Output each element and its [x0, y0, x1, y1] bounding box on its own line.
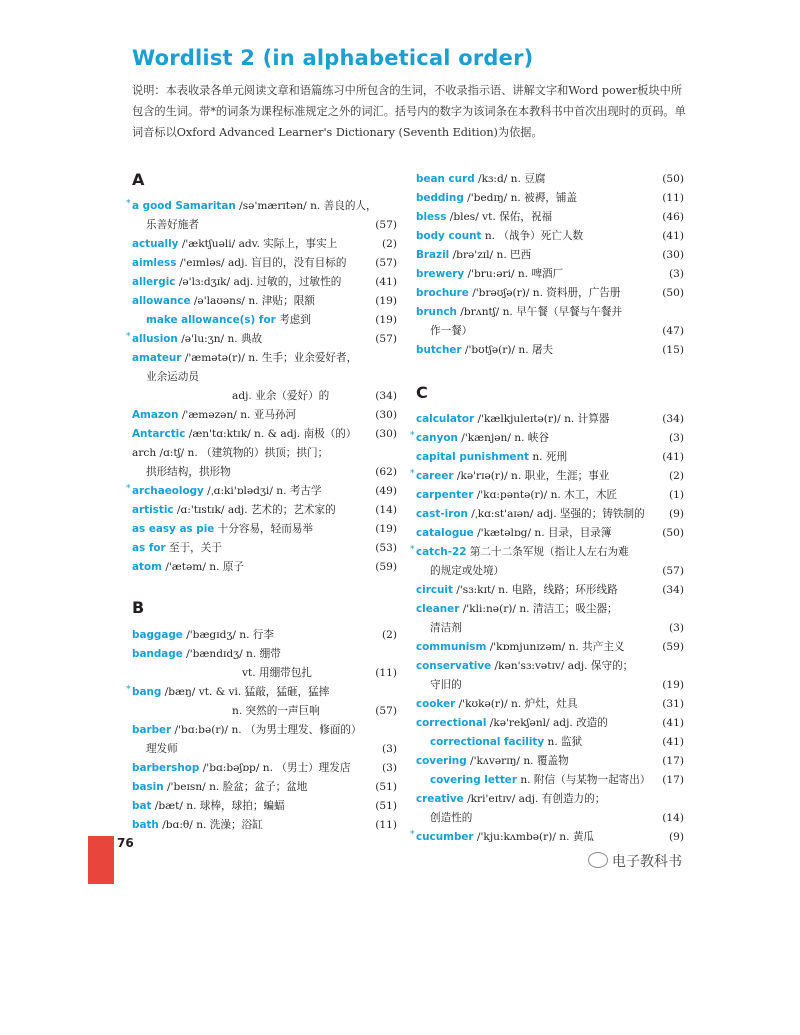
outside-syllabus-marker: * [126, 332, 131, 342]
entry-definition: adj. 业余（爱好）的 [232, 390, 330, 402]
headword: butcher [416, 344, 462, 356]
first-page-reference: (3) [668, 432, 684, 444]
first-page-reference: (51) [375, 781, 397, 793]
first-page-reference: (34) [662, 413, 684, 425]
wordlist-entry [416, 581, 684, 600]
entry-definition: /'ætəm/ n. 原子 [161, 561, 245, 573]
first-page-reference: (30) [662, 249, 684, 261]
outside-syllabus-marker: * [126, 199, 131, 209]
entry-definition: n. 死刑 [528, 451, 568, 463]
entry-definition: 十分容易，轻而易举 [214, 523, 314, 535]
entry-definition: n. （战争）死亡人数 [481, 230, 584, 242]
entry-definition: n. 突然的一声巨响 [232, 705, 320, 717]
headword: aimless [132, 257, 177, 269]
first-page-reference: (2) [668, 470, 684, 482]
headword: Antarctic [132, 428, 186, 440]
first-page-reference: (41) [375, 276, 397, 288]
headword: correctional facility [430, 736, 545, 748]
entry-definition: /'kælkjuleɪtə(r)/ n. 计算器 [474, 413, 610, 425]
headword: bandage [132, 648, 183, 660]
headword: baggage [132, 629, 183, 641]
entry-definition: /'bɑ:bəʃɒp/ n. （男士）理发店 [199, 762, 351, 774]
wordlist-entry [416, 771, 684, 790]
entry-definition: 至于，关于 [165, 542, 222, 554]
first-page-reference: (41) [662, 717, 684, 729]
entry-definition: 乐善好施者 [146, 219, 199, 231]
entry-definition: /'bru:əri/ n. 啤酒厂 [464, 268, 564, 280]
wordlist-entry [416, 322, 684, 341]
headword: bless [416, 211, 447, 223]
entry-definition: /'kænjən/ n. 峡谷 [457, 432, 549, 444]
first-page-reference: (57) [375, 219, 397, 231]
first-page-reference: (3) [381, 743, 397, 755]
headword: brochure [416, 287, 469, 299]
wordlist-entry [410, 467, 684, 486]
entry-definition: /bles/ vt. 保佑，祝福 [446, 211, 553, 223]
entry-definition: /kri'eɪtɪv/ adj. 有创造力的； [463, 793, 606, 805]
entry-definition: /'kɒmjunɪzəm/ n. 共产主义 [486, 641, 625, 653]
wordlist-entry [132, 216, 397, 235]
wordlist-entry [132, 702, 397, 721]
wordlist-entry [410, 828, 684, 847]
wordlist-entry [132, 406, 397, 425]
entry-definition: 业余运动员 [146, 371, 199, 383]
first-page-reference: (2) [381, 629, 397, 641]
entry-definition: /bɑ:θ/ n. 洗澡；浴缸 [158, 819, 263, 831]
headword: bean curd [416, 173, 475, 185]
entry-definition: /brʌntʃ/ n. 早午餐（早餐与午餐并 [456, 306, 623, 318]
wordlist-entry [416, 619, 684, 638]
wordlist-entry [132, 368, 397, 387]
entry-definition: /ə'lu:ʒn/ n. 典故 [177, 333, 263, 345]
entry-definition: /'æmətə(r)/ n. 生手；业余爱好者， [181, 352, 358, 364]
first-page-reference: (19) [375, 314, 397, 326]
wordlist-entry [416, 410, 684, 429]
headword: allusion [132, 333, 178, 345]
entry-definition: /bæŋ/ vt. & vi. 猛敲，猛砸，猛摔 [161, 686, 330, 698]
entry-definition: /'æktʃuəli/ adv. 实际上，事实上 [178, 238, 338, 250]
entry-definition: /'kɑ:pəntə(r)/ n. 木工，木匠 [473, 489, 618, 501]
wordlist-entry [132, 778, 397, 797]
outside-syllabus-marker: * [410, 545, 415, 555]
headword: as easy as pie [132, 523, 215, 535]
wordlist-entry [132, 816, 397, 835]
first-page-reference: (59) [662, 641, 684, 653]
headword: covering [416, 755, 467, 767]
first-page-reference: (41) [662, 736, 684, 748]
first-page-reference: (14) [375, 504, 397, 516]
watermark [588, 851, 682, 871]
outside-syllabus-marker: * [410, 830, 415, 840]
first-page-reference: (1) [668, 489, 684, 501]
headword: creative [416, 793, 464, 805]
first-page-reference: (50) [662, 173, 684, 185]
wordlist-entry [416, 638, 684, 657]
entry-definition: /'bɑ:bə(r)/ n. （为男士理发、修面的） [171, 724, 362, 736]
first-page-reference: (62) [375, 466, 397, 478]
entry-definition: 作一餐） [430, 325, 473, 337]
section-letter-c: C [416, 383, 428, 402]
headword: cooker [416, 698, 456, 710]
page-number: 76 [117, 836, 134, 850]
entry-definition: /'brəʊʃə(r)/ n. 资料册，广告册 [468, 287, 621, 299]
headword: calculator [416, 413, 475, 425]
entry-definition: arch /ɑ:tʃ/ n. （建筑物的）拱顶；拱门； [132, 447, 329, 459]
entry-definition: /'beɪsn/ n. 脸盆；盆子；盆地 [163, 781, 308, 793]
headword: carpenter [416, 489, 474, 501]
headword: capital punishment [416, 451, 529, 463]
first-page-reference: (17) [662, 774, 684, 786]
entry-definition: vt. 用绷带包扎 [242, 667, 312, 679]
headword: catch-22 [416, 546, 467, 558]
first-page-reference: (11) [662, 192, 684, 204]
wordlist-entry [132, 558, 397, 577]
wordlist-entry [132, 235, 397, 254]
entry-definition: 守旧的 [430, 679, 462, 691]
entry-definition: 拱形结构，拱形物 [146, 466, 231, 478]
first-page-reference: (3) [381, 762, 397, 774]
headword: Amazon [132, 409, 179, 421]
watermark-text: 电子教科书 [612, 854, 682, 870]
first-page-reference: (57) [375, 333, 397, 345]
wordlist-entry [132, 539, 397, 558]
wordlist-entry [132, 425, 397, 444]
first-page-reference: (50) [662, 527, 684, 539]
headword: canyon [416, 432, 458, 444]
wordlist-entry [416, 790, 684, 809]
wechat-icon [588, 852, 608, 868]
wordlist-entry [416, 752, 684, 771]
wordlist-entry [416, 676, 684, 695]
first-page-reference: (11) [375, 667, 397, 679]
headword: actually [132, 238, 179, 250]
wordlist-entry [416, 695, 684, 714]
headword: catalogue [416, 527, 474, 539]
first-page-reference: (57) [662, 565, 684, 577]
entry-definition: /brə'zɪl/ n. 巴西 [449, 249, 532, 261]
first-page-reference: (51) [375, 800, 397, 812]
first-page-reference: (14) [662, 812, 684, 824]
wordlist-entry [132, 444, 397, 463]
entry-definition: /'kli:nə(r)/ n. 清洁工；吸尘器； [459, 603, 618, 615]
first-page-reference: (19) [375, 295, 397, 307]
first-page-reference: (34) [662, 584, 684, 596]
entry-definition: /'kʌvərɪŋ/ n. 覆盖物 [466, 755, 569, 767]
headword: communism [416, 641, 487, 653]
wordlist-entry [132, 273, 397, 292]
first-page-reference: (30) [375, 428, 397, 440]
wordlist-entry [416, 341, 684, 360]
headword: correctional [416, 717, 487, 729]
headword: a good Samaritan [132, 200, 236, 212]
entry-definition: /kɜ:d/ n. 豆腐 [474, 173, 546, 185]
entry-definition: /'kju:kʌmbə(r)/ n. 黄瓜 [473, 831, 595, 843]
outside-syllabus-marker: * [126, 484, 131, 494]
first-page-reference: (19) [375, 523, 397, 535]
headword: basin [132, 781, 164, 793]
first-page-reference: (57) [375, 705, 397, 717]
headword: amateur [132, 352, 182, 364]
entry-definition: /'bægɪdʒ/ n. 行李 [182, 629, 275, 641]
entry-definition: /sə'mærɪtən/ n. 善良的人， [235, 200, 377, 212]
wordlist-entry [132, 626, 397, 645]
wordlist-entry [410, 543, 684, 562]
first-page-reference: (9) [668, 508, 684, 520]
entry-definition: n. 监狱 [544, 736, 583, 748]
wordlist-entry [416, 714, 684, 733]
first-page-reference: (17) [662, 755, 684, 767]
wordlist-entry [132, 664, 397, 683]
headword: cucumber [416, 831, 474, 843]
headword: body count [416, 230, 482, 242]
entry-definition: /'bændɪdʒ/ n. 绷带 [182, 648, 281, 660]
wordlist-entry [416, 524, 684, 543]
first-page-reference: (2) [381, 238, 397, 250]
wordlist-entry [132, 721, 397, 740]
headword: conservative [416, 660, 492, 672]
headword: brunch [416, 306, 457, 318]
headword: barber [132, 724, 172, 736]
headword: bang [132, 686, 162, 698]
wordlist-entry [132, 501, 397, 520]
entry-definition: /'kʊkə(r)/ n. 炉灶，灶具 [455, 698, 578, 710]
headword: barbershop [132, 762, 200, 774]
headword: cast-iron [416, 508, 468, 520]
headword: make allowance(s) for [146, 314, 276, 326]
wordlist-entry [132, 740, 397, 759]
first-page-reference: (31) [662, 698, 684, 710]
wordlist-entry [126, 683, 397, 702]
entry-definition: /kə'rekʃənl/ adj. 改造的 [486, 717, 608, 729]
headword: bedding [416, 192, 464, 204]
first-page-reference: (59) [375, 561, 397, 573]
wordlist-entry [132, 759, 397, 778]
wordlist-entry [416, 170, 684, 189]
first-page-reference: (50) [662, 287, 684, 299]
entry-definition: /'bʊtʃə(r)/ n. 屠夫 [461, 344, 554, 356]
entry-definition: /ˌɑ:ki'ɒlədʒi/ n. 考古学 [203, 485, 322, 497]
first-page-reference: (47) [662, 325, 684, 337]
entry-definition: /'kætəlɒg/ n. 目录，目录簿 [473, 527, 612, 539]
wordlist-entry [416, 562, 684, 581]
headword: as for [132, 542, 166, 554]
wordlist-entry [416, 600, 684, 619]
entry-definition: /'æməzən/ n. 亚马孙河 [178, 409, 297, 421]
wordlist-entry [416, 486, 684, 505]
wordlist-entry [132, 311, 397, 330]
first-page-reference: (19) [662, 679, 684, 691]
wordlist-entry [416, 448, 684, 467]
wordlist-entry [416, 227, 684, 246]
headword: archaeology [132, 485, 204, 497]
first-page-reference: (11) [375, 819, 397, 831]
entry-definition: /kə'rɪə(r)/ n. 职业，生涯；事业 [453, 470, 610, 482]
wordlist-entry [416, 505, 684, 524]
entry-definition: /æn'tɑ:ktɪk/ n. & adj. 南极（的） [185, 428, 357, 440]
entry-definition: /ə'lɜ:dʒɪk/ adj. 过敏的，过敏性的 [175, 276, 342, 288]
headword: allowance [132, 295, 191, 307]
entry-definition: 清洁剂 [430, 622, 462, 634]
wordlist-entry [416, 809, 684, 828]
headword: bat [132, 800, 152, 812]
first-page-reference: (46) [662, 211, 684, 223]
headword: circuit [416, 584, 453, 596]
wordlist-entry [416, 246, 684, 265]
wordlist-entry [416, 189, 684, 208]
entry-definition: /bæt/ n. 球棒，球拍；蝙蝠 [151, 800, 285, 812]
wordlist-entry [132, 387, 397, 406]
entry-definition: /ə'laʊəns/ n. 津贴；限额 [190, 295, 315, 307]
first-page-reference: (9) [668, 831, 684, 843]
outside-syllabus-marker: * [126, 685, 131, 695]
headword: allergic [132, 276, 176, 288]
first-page-reference: (57) [375, 257, 397, 269]
page-tab-marker [88, 836, 114, 884]
headword: career [416, 470, 454, 482]
wordlist-entry [132, 349, 397, 368]
headword: Brazil [416, 249, 450, 261]
wordlist-entry [132, 520, 397, 539]
wordlist-entry [132, 463, 397, 482]
wordlist-entry [410, 429, 684, 448]
first-page-reference: (3) [668, 622, 684, 634]
wordlist-entry [416, 265, 684, 284]
entry-definition: /kən'sɜ:vətɪv/ adj. 保守的； [491, 660, 634, 672]
wordlist-entry [132, 645, 397, 664]
entry-definition: 考虑到 [275, 314, 311, 326]
wordlist-entry [416, 208, 684, 227]
section-letter-a: A [132, 170, 145, 189]
entry-definition: /'eɪmləs/ adj. 盲目的，没有目标的 [176, 257, 347, 269]
wordlist-entry [416, 657, 684, 676]
wordlist-entry [416, 284, 684, 303]
entry-definition: 的规定或处境） [430, 565, 505, 577]
entry-definition: /ˌkɑ:st'aɪən/ adj. 坚强的；铸铁制的 [467, 508, 645, 520]
intro-note: 说明：本表收录各单元阅读文章和语篇练习中所包含的生词，不收录指示语、讲解文字和Word power板块中所包含的生词。带*的词条为课程标准规定之外的词汇。括号内的数字为该词条在本教科书中首次出现时的页码。单词音标以Oxford Advanced Learner's Dictionary (Seventh Edition)为依据。 [132, 84, 686, 139]
headword: artistic [132, 504, 174, 516]
first-page-reference: (53) [375, 542, 397, 554]
entry-definition: 第二十二条军规（指让人左右为难 [466, 546, 629, 558]
headword: cleaner [416, 603, 460, 615]
wordlist-entry [132, 797, 397, 816]
headword: covering letter [430, 774, 517, 786]
headword: atom [132, 561, 162, 573]
entry-definition: /ɑ:'tɪstɪk/ adj. 艺术的；艺术家的 [173, 504, 336, 516]
first-page-reference: (34) [375, 390, 397, 402]
first-page-reference: (49) [375, 485, 397, 497]
wordlist-entry [126, 482, 397, 501]
wordlist-entry [132, 254, 397, 273]
wordlist-entry [126, 330, 397, 349]
headword: brewery [416, 268, 465, 280]
outside-syllabus-marker: * [410, 469, 415, 479]
first-page-reference: (15) [662, 344, 684, 356]
wordlist-entry [126, 197, 397, 216]
wordlist-entry [416, 303, 684, 322]
first-page-reference: (41) [662, 230, 684, 242]
wordlist-entry [132, 292, 397, 311]
first-page-reference: (3) [668, 268, 684, 280]
first-page-reference: (41) [662, 451, 684, 463]
section-letter-b: B [132, 598, 145, 617]
entry-definition: 理发师 [146, 743, 178, 755]
entry-definition: /'bedɪŋ/ n. 被褥，铺盖 [463, 192, 578, 204]
first-page-reference: (30) [375, 409, 397, 421]
entry-definition: n. 附信（与某物一起寄出） [516, 774, 651, 786]
headword: bath [132, 819, 159, 831]
outside-syllabus-marker: * [410, 431, 415, 441]
wordlist-entry [416, 733, 684, 752]
entry-definition: 创造性的 [430, 812, 473, 824]
entry-definition: /'sɜ:kɪt/ n. 电路，线路；环形线路 [452, 584, 618, 596]
page-title: Wordlist 2 (in alphabetical order) [132, 46, 534, 70]
